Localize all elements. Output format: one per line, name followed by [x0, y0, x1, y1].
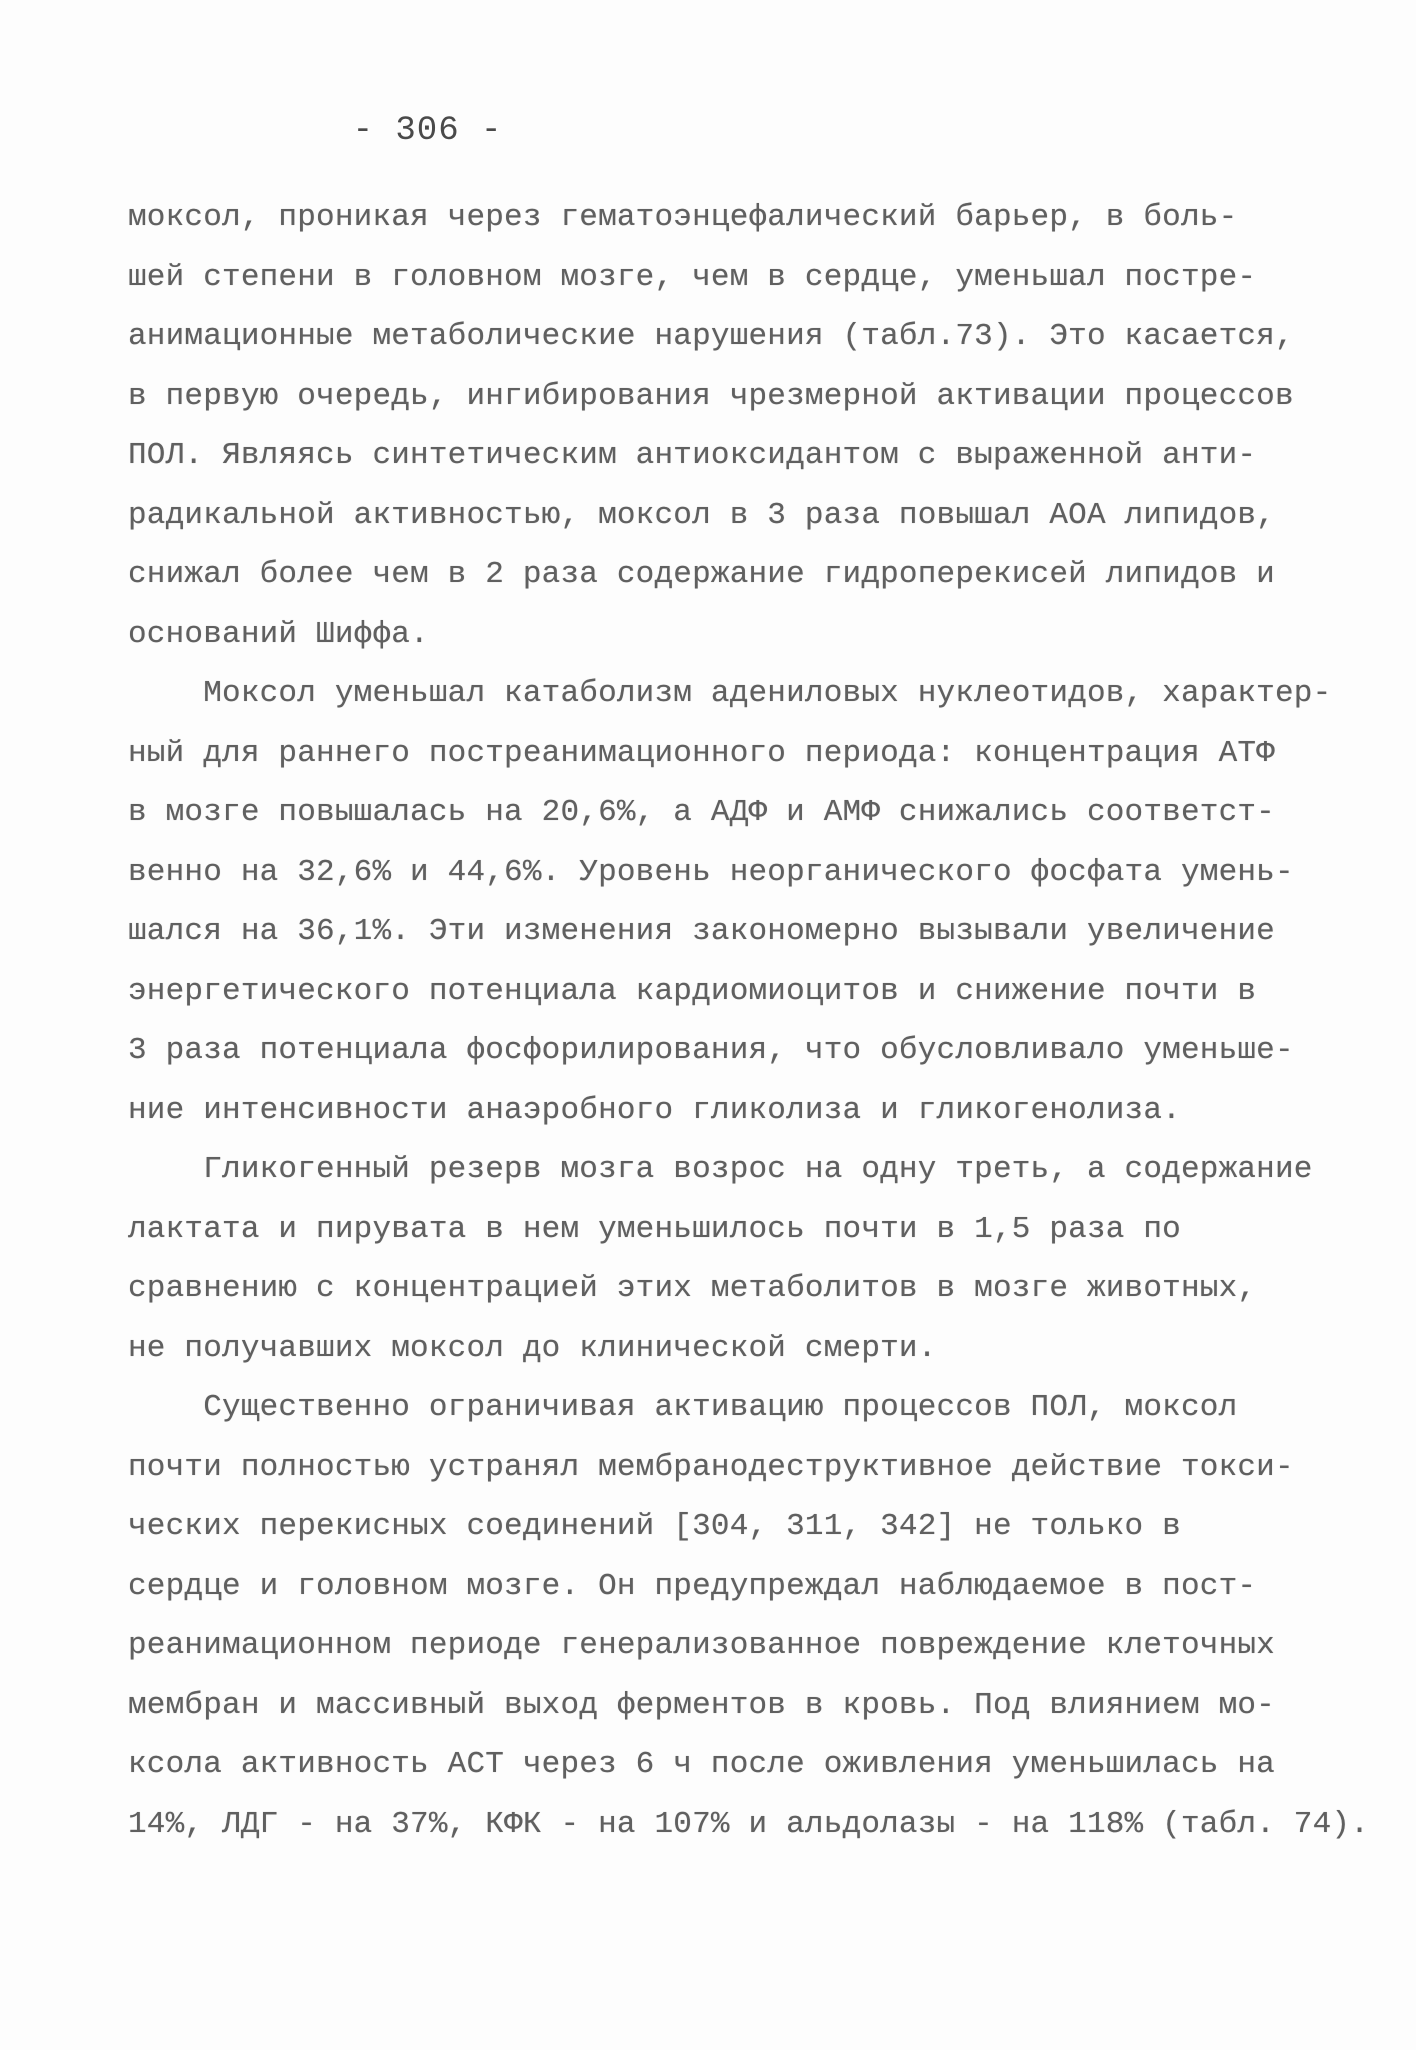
- text-line: энергетического потенциала кардиомиоцитов и снижение почти в: [128, 973, 1257, 1009]
- text-line: шался на 36,1%. Эти изменения закономерно вызывали увеличение: [128, 914, 1275, 949]
- text-line: венно на 32,6% и 44,6%. Уровень неорганического фосфата умень-: [128, 854, 1294, 890]
- text-line: мембран и массивный выход ферментов в кровь. Под влиянием мо-: [128, 1687, 1275, 1723]
- text-line: анимационные метаболические нарушения (табл.73). Это касается,: [128, 319, 1294, 354]
- text-line: радикальной активностью, моксол в 3 раза повышал АОА липидов,: [128, 497, 1275, 533]
- body-text: [128, 188, 1369, 1854]
- text-line: Гликогенный резерв мозга возрос на одну треть, а содержание: [128, 1152, 1313, 1187]
- text-line: ческих перекисных соединений [304, 311, 342] не только в: [128, 1509, 1181, 1544]
- text-line: оснований Шиффа.: [128, 616, 429, 652]
- text-line: в мозге повышалась на 20,6%, а АДФ и АМФ снижались соответст-: [128, 795, 1275, 830]
- text-line: лактата и пирувата в нем уменьшилось почти в 1,5 раза по: [128, 1211, 1181, 1247]
- text-line: реанимационном периоде генерализованное повреждение клеточных: [128, 1628, 1275, 1663]
- text-line: в первую очередь, ингибирования чрезмерной активации процессов: [128, 378, 1294, 414]
- text-line: сердце и головном мозге. Он предупреждал наблюдаемое в пост-: [128, 1568, 1257, 1604]
- text-line: почти полностью устранял мембранодеструктивное действие токси-: [128, 1449, 1294, 1485]
- text-line: моксол, проникая через гематоэнцефалический барьер, в боль-: [128, 200, 1238, 235]
- text-line: 3 раза потенциала фосфорилирования, что обусловливало уменьше-: [128, 1033, 1294, 1068]
- text-line: Существенно ограничивая активацию процессов ПОЛ, моксол: [128, 1390, 1238, 1425]
- text-line: не получавших моксол до клинической смерти.: [128, 1330, 937, 1366]
- text-line: шей степени в головном мозге, чем в сердце, уменьшал постре-: [128, 259, 1257, 295]
- text-line: 14%, ЛДГ - на 37%, КФК - на 107% и альдолазы - на 118% (табл. 74).: [128, 1806, 1369, 1842]
- text-line: ние интенсивности анаэробного гликолиза и гликогенолиза.: [128, 1092, 1181, 1128]
- text-line: ПОЛ. Являясь синтетическим антиоксидантом с выраженной анти-: [128, 438, 1257, 473]
- text-line: ный для раннего постреанимационного периода: концентрация АТФ: [128, 735, 1275, 771]
- page-number: - 306 -: [352, 112, 503, 150]
- text-line: Моксол уменьшал катаболизм адениловых нуклеотидов, характер-: [128, 676, 1332, 711]
- text-line: ксола активность АСТ через 6 ч после оживления уменьшилась на: [128, 1747, 1275, 1782]
- text-line: снижал более чем в 2 раза содержание гидроперекисей липидов и: [128, 557, 1275, 592]
- text-line: сравнению с концентрацией этих метаболитов в мозге животных,: [128, 1271, 1257, 1306]
